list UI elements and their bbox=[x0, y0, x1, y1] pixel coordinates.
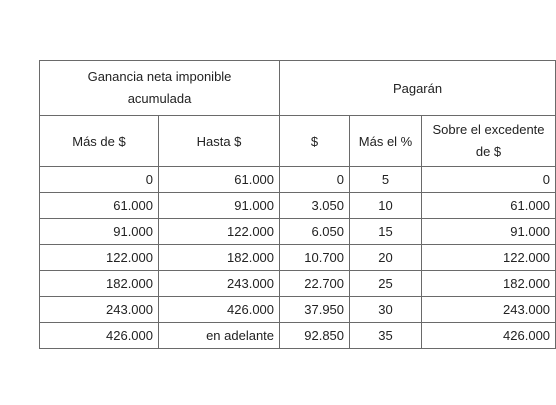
cell-hasta: 243.000 bbox=[159, 271, 280, 297]
cell-hasta: 91.000 bbox=[159, 193, 280, 219]
cell-excedente: 182.000 bbox=[422, 271, 556, 297]
cell-pct: 20 bbox=[350, 245, 422, 271]
cell-mas-de: 182.000 bbox=[40, 271, 159, 297]
cell-mas-de: 426.000 bbox=[40, 323, 159, 349]
cell-mas-de: 122.000 bbox=[40, 245, 159, 271]
cell-pct: 15 bbox=[350, 219, 422, 245]
group-header-ganancia-line1: Ganancia neta imponible bbox=[87, 69, 232, 84]
cell-pct: 30 bbox=[350, 297, 422, 323]
cell-pesos: 3.050 bbox=[280, 193, 350, 219]
cell-mas-de: 243.000 bbox=[40, 297, 159, 323]
cell-hasta: 182.000 bbox=[159, 245, 280, 271]
column-header-pesos: $ bbox=[280, 116, 350, 167]
table-row bbox=[40, 297, 556, 323]
cell-excedente: 243.000 bbox=[422, 297, 556, 323]
cell-pesos: 6.050 bbox=[280, 219, 350, 245]
column-header-sobre-excedente-line1: Sobre el excedente bbox=[432, 122, 545, 137]
cell-pesos: 37.950 bbox=[280, 297, 350, 323]
column-header-sobre-excedente bbox=[422, 116, 556, 167]
cell-pct: 25 bbox=[350, 271, 422, 297]
cell-excedente: 91.000 bbox=[422, 219, 556, 245]
cell-excedente: 426.000 bbox=[422, 323, 556, 349]
group-header-ganancia-line2: acumulada bbox=[127, 91, 192, 106]
cell-hasta: en adelante bbox=[159, 323, 280, 349]
table-row bbox=[40, 167, 556, 193]
cell-excedente: 0 bbox=[422, 167, 556, 193]
cell-pct: 10 bbox=[350, 193, 422, 219]
tax-scale-table bbox=[39, 60, 556, 349]
group-header-row bbox=[40, 61, 556, 116]
group-header-pagaran: Pagarán bbox=[280, 61, 556, 116]
cell-excedente: 61.000 bbox=[422, 193, 556, 219]
cell-mas-de: 91.000 bbox=[40, 219, 159, 245]
table-row bbox=[40, 219, 556, 245]
group-header-ganancia bbox=[40, 61, 280, 116]
column-header-hasta: Hasta $ bbox=[159, 116, 280, 167]
column-header-mas-de: Más de $ bbox=[40, 116, 159, 167]
column-header-mas-el-pct: Más el % bbox=[350, 116, 422, 167]
table-row bbox=[40, 245, 556, 271]
table-row bbox=[40, 271, 556, 297]
column-header-row bbox=[40, 116, 556, 167]
cell-excedente: 122.000 bbox=[422, 245, 556, 271]
cell-pesos: 22.700 bbox=[280, 271, 350, 297]
cell-pesos: 92.850 bbox=[280, 323, 350, 349]
cell-hasta: 426.000 bbox=[159, 297, 280, 323]
cell-pct: 5 bbox=[350, 167, 422, 193]
cell-pesos: 10.700 bbox=[280, 245, 350, 271]
cell-hasta: 122.000 bbox=[159, 219, 280, 245]
column-header-sobre-excedente-line2: de $ bbox=[475, 144, 502, 159]
table-row bbox=[40, 193, 556, 219]
cell-pesos: 0 bbox=[280, 167, 350, 193]
cell-hasta: 61.000 bbox=[159, 167, 280, 193]
cell-pct: 35 bbox=[350, 323, 422, 349]
cell-mas-de: 61.000 bbox=[40, 193, 159, 219]
table-row bbox=[40, 323, 556, 349]
cell-mas-de: 0 bbox=[40, 167, 159, 193]
